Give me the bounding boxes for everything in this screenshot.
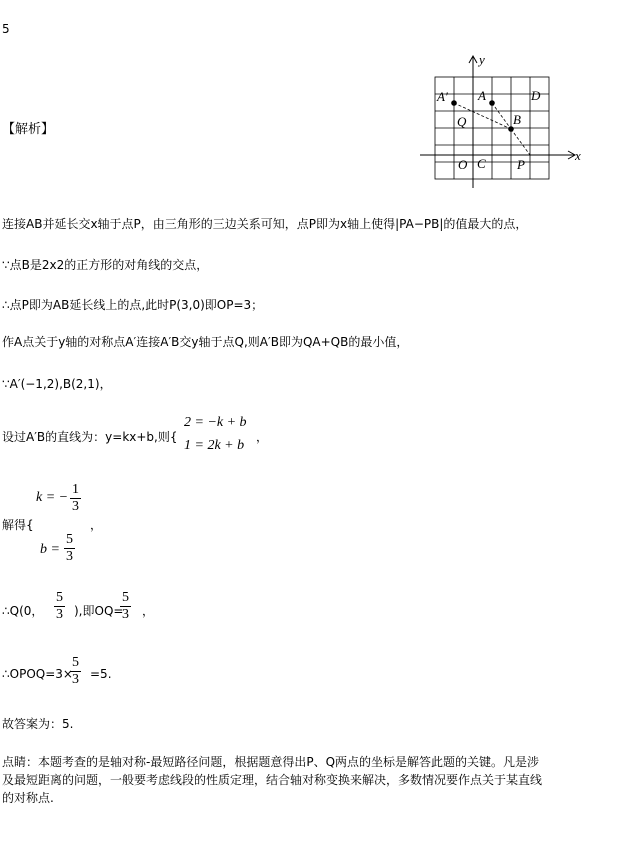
question-number: 5	[2, 22, 10, 36]
fraction-k-num: 1	[72, 482, 79, 497]
answer-line: 故答案为：5.	[2, 717, 74, 731]
solution-line-1: 连接AB并延长交x轴于点P，由三角形的三边关系可知，点P即为x轴上使得|PA−PB|的值最大的点，	[2, 217, 528, 231]
solution-b-label: b =	[40, 542, 60, 557]
fraction-oq	[120, 590, 131, 623]
fraction-result-den: 3	[72, 672, 79, 687]
solution-line-8-prefix: ∴Q(0，	[2, 604, 44, 618]
label-o: O	[458, 157, 468, 172]
label-a-prime: A′	[437, 89, 448, 104]
fraction-oq-den: 3	[122, 607, 129, 622]
y-axis-label: y	[479, 52, 485, 67]
fraction-k	[70, 482, 81, 515]
equation-2: 1 = 2k + b	[184, 438, 245, 453]
label-p: P	[517, 157, 525, 172]
label-c: C	[477, 156, 486, 171]
coordinate-grid-figure	[415, 48, 590, 188]
solution-line-8-suffix: ，	[142, 604, 155, 618]
label-q: Q	[457, 114, 467, 129]
solution-line-3: ∴点P即为AB延长线上的点,此时P(3,0)即OP=3；	[2, 298, 264, 312]
point-b	[508, 126, 514, 132]
fraction-k-den: 3	[72, 499, 79, 514]
solution-line-4: 作A点关于y轴的对称点A′连接A′B交y轴于点Q,则A′B即为QA+QB的最小值，	[2, 335, 409, 349]
solution-k-label: k = −	[36, 490, 69, 505]
fraction-q	[54, 590, 65, 623]
fraction-b-num: 5	[66, 532, 73, 547]
comment-line-1: 点睛：本题考查的是轴对称-最短路径问题，根据题意得出P、Q两点的坐标是解答此题的关键。凡是涉	[2, 755, 540, 769]
solution-line-6-prefix: 设过A′B的直线为：y=kx+b,则{	[2, 430, 178, 444]
point-a-prime	[451, 100, 457, 106]
label-b: B	[513, 112, 521, 127]
fraction-result	[70, 655, 81, 688]
fraction-result-num: 5	[72, 655, 79, 670]
x-axis-label: x	[575, 148, 581, 163]
fraction-q-den: 3	[56, 607, 63, 622]
solution-line-5: ∵A′(−1,2),B(2,1)，	[2, 377, 112, 391]
solution-line-7-prefix: 解得{	[2, 518, 34, 532]
analysis-heading: 【解析】	[2, 122, 55, 137]
solution-line-7-suffix: ，	[90, 518, 103, 532]
solution-line-9-suffix: =5.	[90, 667, 112, 681]
solution-line-6-suffix: ，	[256, 430, 269, 444]
comment-line-3: 的对称点.	[2, 791, 54, 805]
fraction-oq-num: 5	[122, 590, 129, 605]
equation-1: 2 = −k + b	[184, 415, 247, 430]
label-a: A	[478, 88, 486, 103]
comment-line-2: 及最短距离的问题，一般要考虑线段的性质定理，结合轴对称变换来解决，多数情况要作点关于某直线	[2, 773, 543, 787]
fraction-b	[64, 532, 75, 565]
axes	[420, 56, 575, 188]
label-d: D	[531, 88, 541, 103]
point-a	[489, 100, 495, 106]
solution-line-2: ∵点B是2x2的正方形的对角线的交点，	[2, 258, 209, 272]
solution-line-8-mid: ),即OQ=	[74, 604, 124, 618]
solution-line-9-prefix: ∴OPOQ=3×	[2, 667, 73, 681]
fraction-q-num: 5	[56, 590, 63, 605]
fraction-b-den: 3	[66, 549, 73, 564]
